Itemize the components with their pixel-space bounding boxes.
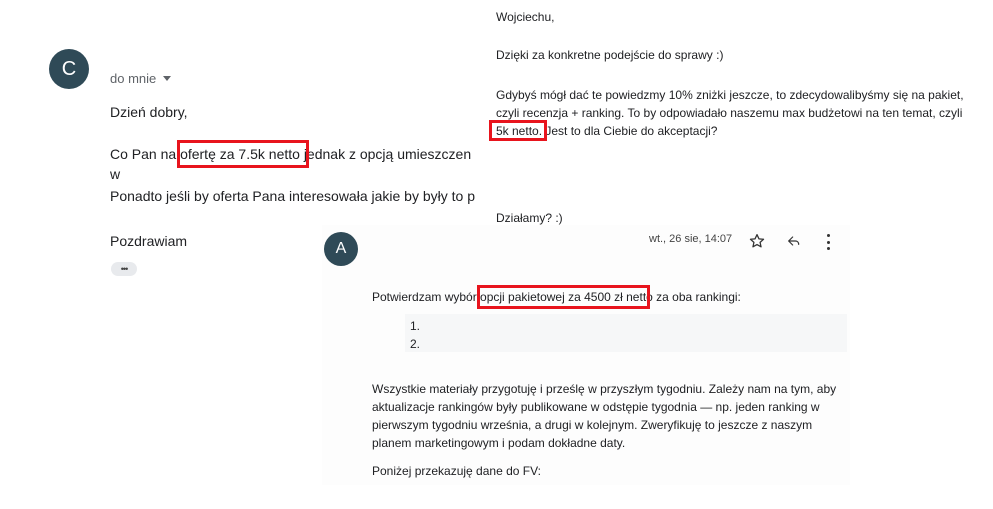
email2-greeting: Wojciechu, xyxy=(496,10,555,24)
list-marker-1: 1. xyxy=(410,319,421,333)
dropdown-caret-icon xyxy=(163,76,171,81)
package-highlight-text: opcji pakietowej za 4500 zł netto xyxy=(480,290,653,304)
sender-avatar-c[interactable]: C xyxy=(49,49,89,89)
line1-suffix: za oba rankingi: xyxy=(656,290,741,304)
line1-prefix: Potwierdzam wybór xyxy=(372,290,477,304)
email1-line2: w xyxy=(110,166,121,182)
recipient-label: do mnie xyxy=(110,71,157,86)
sender-avatar-a[interactable]: A xyxy=(324,232,358,266)
email3-paragraph xyxy=(372,380,836,452)
email2-p2-line1: Gdybyś mógł dać te powiedzmy 10% zniżki jeszcze, to zdecydowalibyśmy się na pakiet, xyxy=(496,88,964,102)
offer-highlight-text: ofertę za 7.5k netto xyxy=(180,146,300,162)
email2-p2-line3 xyxy=(496,122,717,140)
email-date: wt., 26 sie, 14:07 xyxy=(649,233,733,245)
show-trimmed-button[interactable] xyxy=(111,262,137,276)
para-line-3: pierwszym tygodniu września, a drugi w kolejnym. Zweryfikuję to jeszcze z naszym xyxy=(372,418,813,432)
para-line-1: Wszystkie materiały przygotuję i prześlę w przyszłym tygodniu. Zależy nam na tym, aby xyxy=(372,382,837,396)
line1-suffix: jednak z opcją umieszczen xyxy=(303,146,472,162)
budget-highlight-text: 5k netto. xyxy=(496,124,543,138)
star-icon[interactable] xyxy=(748,232,766,250)
para-line-4: planem marketingowym i podam dokładne daty. xyxy=(372,436,626,450)
email1-greeting: Dzień dobry, xyxy=(110,104,188,120)
email2-p1: Dzięki za konkretne podejście do sprawy :) xyxy=(496,48,724,62)
email2-p2-line2: czyli recenzja + ranking. To by odpowiadało naszemu max budżetowi na ten temat, czyli xyxy=(496,106,963,120)
email1-line1 xyxy=(110,146,471,162)
email3-last-line: Poniżej przekazuję dane do FV: xyxy=(372,464,541,478)
line1-prefix: Co Pan na xyxy=(110,146,177,162)
para-line-2: aktualizacje rankingów były publikowane w odstępie tygodnia — np. jeden ranking w xyxy=(372,400,820,414)
redacted-list-area xyxy=(405,314,847,352)
email2-p3: Działamy? :) xyxy=(496,211,563,225)
more-dots-label: ••• xyxy=(120,264,128,274)
more-vert-icon[interactable] xyxy=(826,234,830,250)
p2-suffix: Jest to dla Ciebie do akceptacji? xyxy=(545,124,718,138)
email1-signoff: Pozdrawiam xyxy=(110,233,188,249)
email1-line3: Ponadto jeśli by oferta Pana interesowała jakie by były to p xyxy=(110,188,475,204)
reply-icon[interactable] xyxy=(785,233,803,249)
recipient-row[interactable] xyxy=(110,71,171,86)
list-marker-2: 2. xyxy=(410,337,421,351)
email3-line1 xyxy=(372,288,741,306)
